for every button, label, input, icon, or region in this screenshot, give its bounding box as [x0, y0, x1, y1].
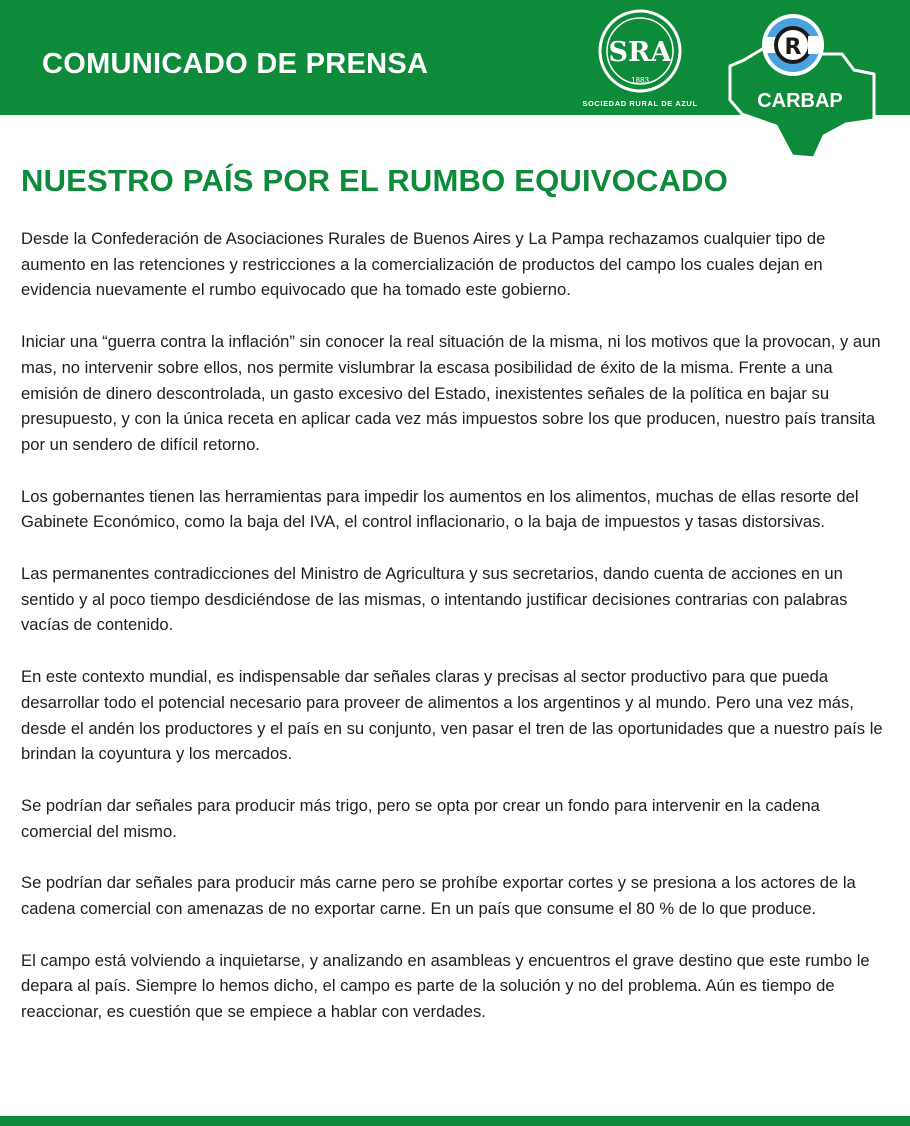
paragraph: Iniciar una “guerra contra la inflación” sin conocer la real situación de la misma, ni los motivos que la provocan, y aun mas, no intervenir sobre ellos, nos permite vislumbrar la escasa posibilidad de éxito de la misma. Frente a una emisión de dinero descontrolada, un gasto excesivo del Estado, inexistentes señales de la política en bajar su presupuesto, y con la única receta en aplicar cada vez más impuestos sobre los que producen, nuestro país transita por un sendero de difícil retorno.	[21, 332, 881, 454]
sra-logo-text: SRA	[608, 37, 672, 68]
sra-caption: SOCIEDAD RURAL DE AZUL	[582, 99, 698, 108]
sra-logo	[598, 8, 682, 96]
press-release-title: COMUNICADO DE PRENSA	[42, 48, 429, 80]
paragraph: Se podrían dar señales para producir más trigo, pero se opta por crear un fondo para intervenir en la cadena comercial del mismo.	[21, 795, 820, 841]
paragraph: El campo está volviendo a inquietarse, y analizando en asambleas y encuentros el grave destino que este rumbo le depara al país. Siempre lo hemos dicho, el campo es parte de la solución y no del problema. Aún es tiempo de reaccionar, es cuestión que se empiece a hablar con verdades.	[21, 950, 870, 1022]
sra-logo-year: 1883	[631, 76, 649, 85]
footer-band	[0, 1116, 910, 1126]
carbap-logo	[724, 8, 876, 160]
article-body	[21, 226, 891, 1051]
carbap-logo-letter: R	[784, 35, 802, 60]
carbap-logo-text: CARBAP	[757, 90, 843, 112]
paragraph: En este contexto mundial, es indispensable dar señales claras y precisas al sector productivo para que pueda desarrollar todo el potencial necesario para proveer de alimentos a los argentinos y al mundo. Pero una vez más, desde el andén los productores y el país en su conjunto, ven pasar el tren de las oportunidades que a nuestro país le brindan la coyuntura y los mercados.	[21, 667, 883, 764]
paragraph: Desde la Confederación de Asociaciones Rurales de Buenos Aires y La Pampa rechazamos cualquier tipo de aumento en las retenciones y restricciones a la comercialización de productos del campo los cuales dejan en evidencia nuevamente el rumbo equivocado que ha tomado este gobierno.	[21, 229, 826, 300]
paragraph: Los gobernantes tienen las herramientas para impedir los aumentos en los alimentos, muchas de ellas resorte del Gabinete Económico, como la baja del IVA, el control inflacionario, o la baja de impuestos y tasas distorsivas.	[21, 486, 859, 532]
paragraph: Se podrían dar señales para producir más carne pero se prohíbe exportar cortes y se presiona a los actores de la cadena comercial con amenazas de no exportar carne. En un país que consume el 80 % de lo que produce.	[21, 873, 856, 919]
paragraph: Las permanentes contradicciones del Ministro de Agricultura y sus secretarios, dando cuenta de acciones en un sentido y al poco tiempo desdiciéndose de las mismas, o intentando justificar decisiones contrarias con palabras vacías de contenido.	[21, 564, 848, 635]
article-headline: NUESTRO PAÍS POR EL RUMBO EQUIVOCADO	[21, 163, 729, 198]
